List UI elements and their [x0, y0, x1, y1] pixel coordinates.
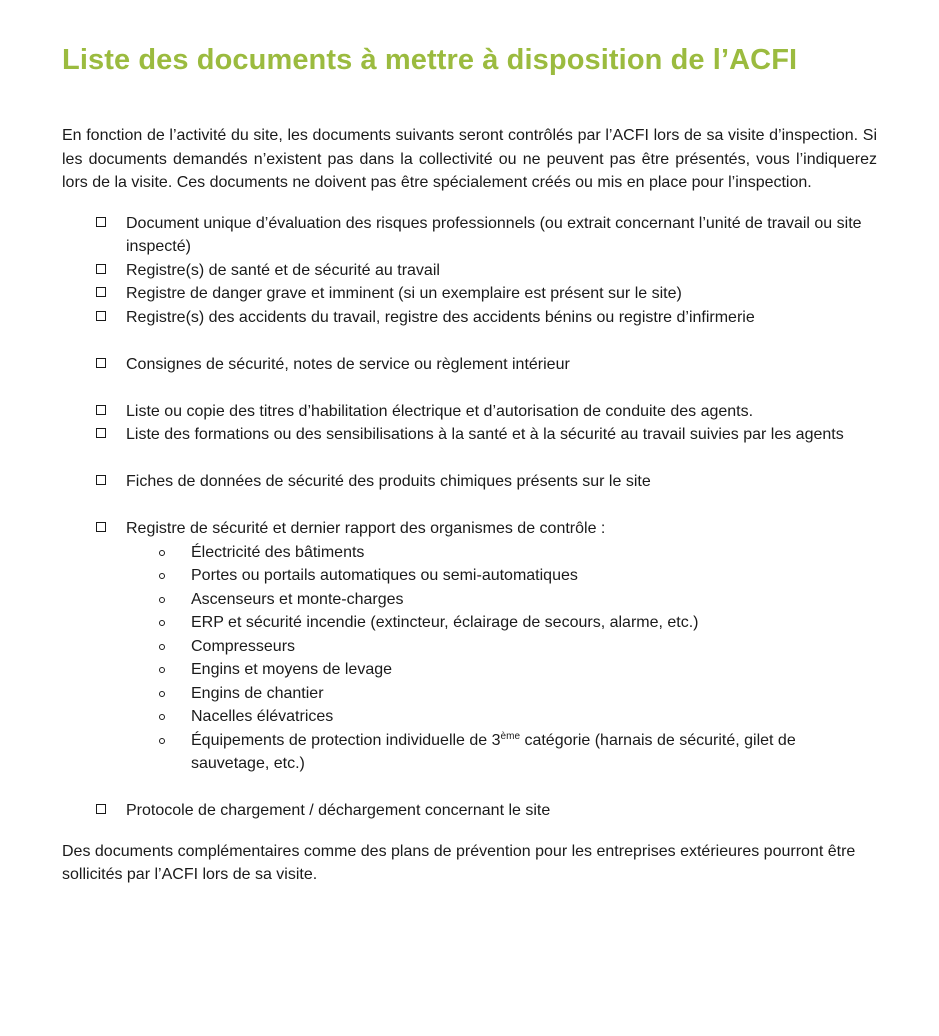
circle-bullet-icon	[159, 644, 165, 650]
checklist-item-protocole	[62, 799, 877, 823]
sub-item-label: Compresseurs	[191, 637, 296, 655]
checklist-item-consignes	[62, 353, 877, 377]
checkbox-icon[interactable]	[96, 287, 106, 297]
sub-item-label: Électricité des bâtiments	[191, 543, 365, 561]
circle-bullet-icon	[159, 573, 165, 579]
sub-item-label: Engins de chantier	[191, 684, 324, 702]
circle-bullet-icon	[159, 620, 165, 626]
checklist-item-label: Protocole de chargement / déchargement concernant le site	[126, 802, 551, 819]
sub-item	[126, 588, 877, 612]
checklist-item-label: Registre(s) de santé et de sécurité au travail	[126, 261, 440, 279]
sub-item-label: Ascenseurs et monte-charges	[191, 590, 404, 608]
sub-item-label-epi	[191, 732, 796, 773]
checkbox-icon[interactable]	[96, 428, 106, 438]
intro-paragraph: En fonction de l’activité du site, les documents suivants seront contrôlés par l’ACFI lors de sa visite d’inspection. Si les documents demandés n’existent pas dans la collectivité ou ne peuvent pas être présentés, vous l’indiquerez lors de la visite. Ces documents ne doivent pas être spécialement créés ou mis en place pour l’inspection.	[62, 127, 877, 191]
circle-bullet-icon	[159, 550, 165, 556]
circle-bullet-icon	[159, 714, 165, 720]
checklist-item-registre-danger	[62, 282, 877, 306]
checklist-item-label: Registre de danger grave et imminent (si un exemplaire est présent sur le site)	[126, 285, 682, 302]
sub-item	[126, 541, 877, 565]
sub-item-label: Nacelles élévatrices	[191, 708, 334, 725]
sub-item-label: ERP et sécurité incendie (extincteur, éclairage de secours, alarme, etc.)	[191, 614, 699, 631]
circle-bullet-icon	[159, 597, 165, 603]
checkbox-icon[interactable]	[96, 522, 106, 532]
checklist-item-label: Liste ou copie des titres d’habilitation électrique et d’autorisation de conduite des agents.	[126, 402, 754, 420]
checklist-item-document-unique	[62, 212, 877, 259]
epi-text-before: Équipements de protection individuelle de 3	[191, 731, 501, 749]
checklist-item-formations	[62, 423, 877, 447]
page-title: Liste des documents à mettre à disposition de l’ACFI	[62, 44, 798, 76]
circle-bullet-icon	[159, 667, 165, 673]
checkbox-icon[interactable]	[96, 358, 106, 368]
checklist-item-label: Registre de sécurité et dernier rapport des organismes de contrôle :	[126, 520, 606, 537]
checkbox-icon[interactable]	[96, 311, 106, 321]
circle-bullet-icon	[159, 691, 165, 697]
sub-item	[126, 658, 877, 682]
controle-sublist	[126, 541, 877, 776]
checklist-item-label: Registre(s) des accidents du travail, registre des accidents bénins ou registre d’infirmerie	[126, 308, 755, 326]
checkbox-icon[interactable]	[96, 804, 106, 814]
document-page	[62, 40, 877, 903]
checklist-item-label: Liste des formations ou des sensibilisations à la santé et à la sécurité au travail suivies par les agents	[126, 426, 844, 443]
outro-paragraph: Des documents complémentaires comme des plans de prévention pour les entreprises extérieures pourront être sollicités par l’ACFI lors de sa visite.	[62, 842, 856, 883]
sub-item-label: Engins et moyens de levage	[191, 661, 393, 678]
checklist-item-label: Consignes de sécurité, notes de service ou règlement intérieur	[126, 355, 570, 373]
checklist-item-registre-securite	[62, 517, 877, 776]
checkbox-icon[interactable]	[96, 405, 106, 415]
checkbox-icon[interactable]	[96, 264, 106, 274]
sub-item	[126, 705, 877, 729]
checklist-item-fiches-fds	[62, 470, 877, 494]
checklist-item-registre-sante	[62, 259, 877, 283]
checklist-item-habilitation	[62, 400, 877, 424]
checklist-item-registre-accidents	[62, 306, 877, 330]
sub-item-epi	[126, 729, 877, 776]
checkbox-icon[interactable]	[96, 217, 106, 227]
sub-item	[126, 635, 877, 659]
sub-item-label: Portes ou portails automatiques ou semi-automatiques	[191, 567, 578, 584]
checklist-item-label: Document unique d’évaluation des risques professionnels (ou extrait concernant l’unité de travail ou site inspecté)	[126, 214, 862, 255]
checkbox-icon[interactable]	[96, 475, 106, 485]
sub-item	[126, 564, 877, 588]
sub-item	[126, 611, 877, 635]
epi-superscript: ème	[500, 730, 520, 742]
epi-text-after: catégorie (harnais de sécurité, gilet de sauvetage, etc.)	[191, 731, 796, 772]
sub-item	[126, 682, 877, 706]
checklist-item-label: Fiches de données de sécurité des produits chimiques présents sur le site	[126, 473, 651, 490]
document-checklist	[62, 212, 877, 823]
circle-bullet-icon	[159, 738, 165, 744]
